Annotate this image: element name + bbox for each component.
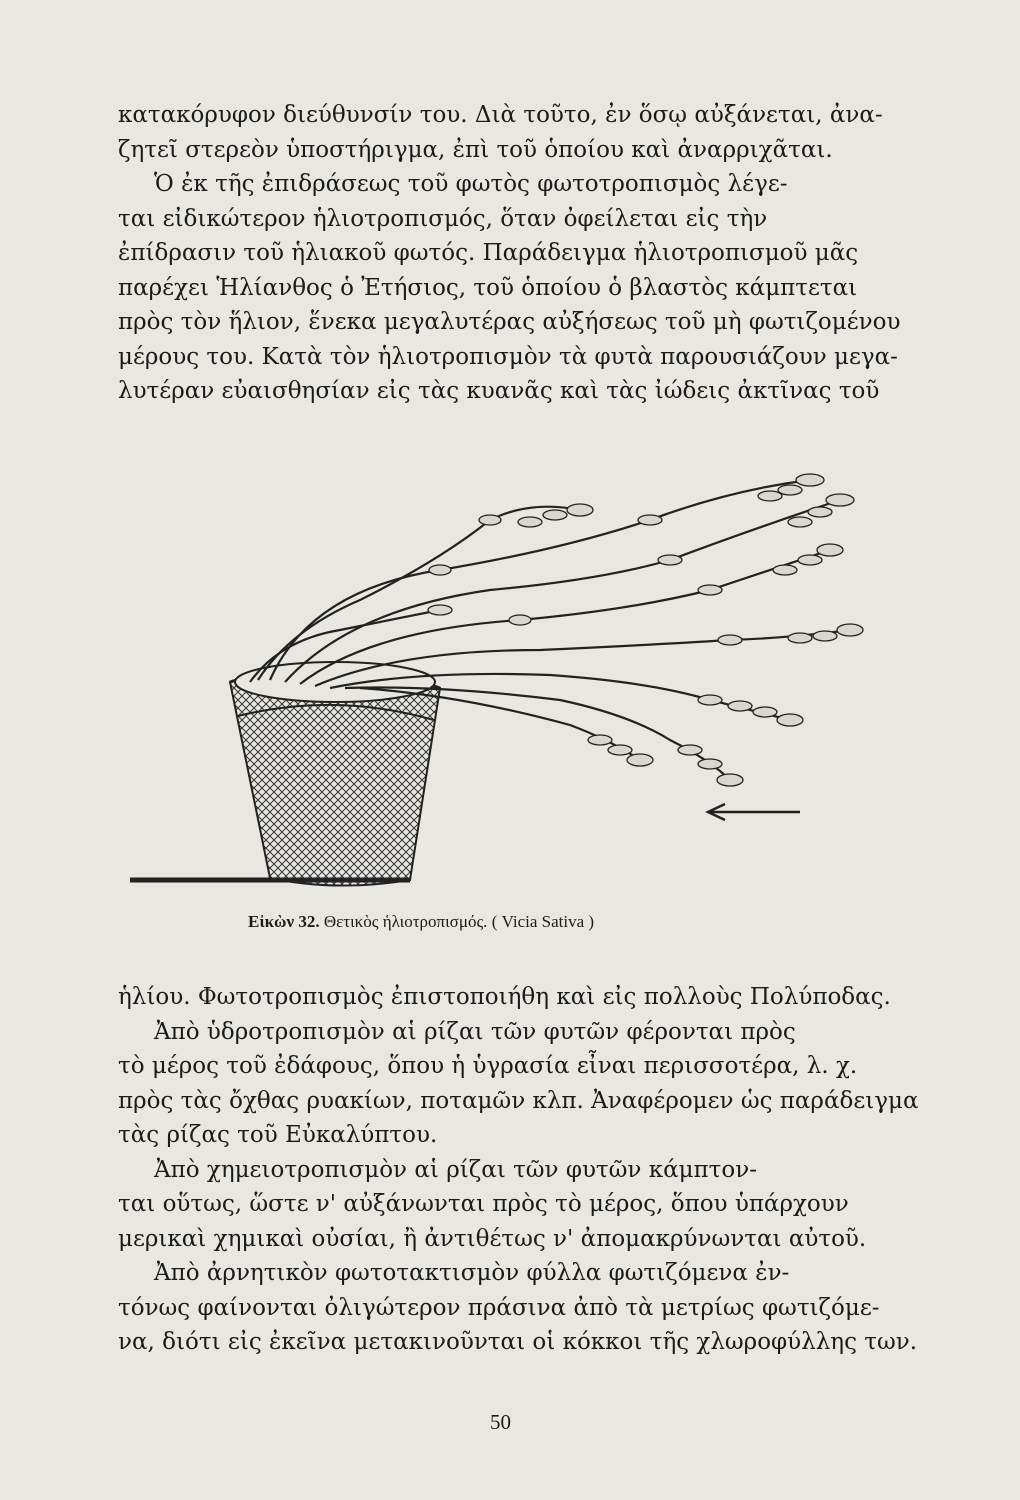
text-line: Ἀπὸ ὑδροτροπισμὸν αἱ ρίζαι τῶν φυτῶν φέρονται πρὸς xyxy=(154,1018,796,1045)
text-line: ἐπίδρασιν τοῦ ἡλιακοῦ φωτός. Παράδειγμα ἡλιοτροπισμοῦ μᾶς xyxy=(118,240,859,266)
plant-leaves xyxy=(428,474,863,786)
text-line: τὸ μέρος τοῦ ἐδάφους, ὅπου ἡ ὑγρασία εἶναι περισσοτέρα, λ. χ. xyxy=(118,1053,858,1079)
text-line: τόνως φαίνονται ὀλιγώτερον πράσινα ἀπὸ τὰ μετρίως φωτιζόμε- xyxy=(118,1294,880,1321)
text-line: πρὸς τὰς ὄχθας ρυακίων, ποταμῶν κλπ. Ἀναφέρομεν ὡς παράδειγμα xyxy=(118,1087,919,1114)
text-line: να, διότι εἰς ἐκεῖνα μετακινοῦνται οἱ κόκκοι τῆς χλωροφύλλης των. xyxy=(118,1329,918,1355)
text-line: λυτέραν εὐαισθησίαν εἰς τὰς κυανᾶς καὶ τὰς ἰώδεις ἀκτῖνας τοῦ xyxy=(118,378,880,404)
text-line: Ἀπὸ χημειοτροπισμὸν αἱ ρίζαι τῶν φυτῶν κάμπτον- xyxy=(154,1156,757,1183)
top-text-block xyxy=(118,98,960,409)
page-number: 50 xyxy=(490,1410,511,1434)
text-line: Ὁ ἐκ τῆς ἐπιδράσεως τοῦ φωτὸς φωτοτροπισμὸς λέγε- xyxy=(154,171,788,197)
caption-latin: ( Vicia Sativa ) xyxy=(491,912,595,931)
bottom-text-block xyxy=(118,980,960,1360)
caption-label: Εἰκὼν 32. xyxy=(248,912,320,931)
flower-pot xyxy=(130,662,440,886)
figure-caption xyxy=(248,912,848,932)
text-line: κατακόρυφον διεύθυνσίν του. Διὰ τοῦτο, ἐν ὅσῳ αὐξάνεται, ἀνα- xyxy=(118,102,883,128)
text-line: ἡλίου. Φωτοτροπισμὸς ἐπιστοποιήθη καὶ εἰς πολλοὺς Πολύποδας. xyxy=(118,984,891,1010)
text-line: πρὸς τὸν ἥλιον, ἕνεκα μεγαλυτέρας αὐξήσεως τοῦ μὴ φωτιζομένου xyxy=(118,309,901,335)
text-line: μερικαὶ χημικαὶ οὐσίαι, ἢ ἀντιθέτως ν' ἀπομακρύνωνται αὐτοῦ. xyxy=(118,1225,867,1252)
text-line: μέρους του. Κατὰ τὸν ἡλιοτροπισμὸν τὰ φυτὰ παρουσιάζουν μεγα- xyxy=(118,343,898,370)
caption-text: Θετικὸς ἡλιοτροπισμός. xyxy=(323,912,488,931)
light-direction-arrow xyxy=(708,804,800,820)
text-line: παρέχει Ἡλίανθος ὁ Ἐτήσιος, τοῦ ὁποίου ὁ βλαστὸς κάμπτεται xyxy=(118,274,858,301)
text-line: ται εἰδικώτερον ἡλιοτροπισμός, ὅταν ὀφείλεται εἰς τὴν xyxy=(118,205,768,232)
plant-illustration xyxy=(110,460,890,890)
text-line: ζητεῖ στερεὸν ὑποστήριγμα, ἐπὶ τοῦ ὁποίου καὶ ἀναρριχᾶται. xyxy=(118,136,833,163)
text-line: ται οὕτως, ὥστε ν' αὐξάνωνται πρὸς τὸ μέρος, ὅπου ὑπάρχουν xyxy=(118,1191,849,1217)
text-line: τὰς ρίζας τοῦ Εὐκαλύπτου. xyxy=(118,1122,438,1148)
text-line: Ἀπὸ ἀρνητικὸν φωτοτακτισμὸν φύλλα φωτιζόμενα ἐν- xyxy=(154,1260,790,1286)
